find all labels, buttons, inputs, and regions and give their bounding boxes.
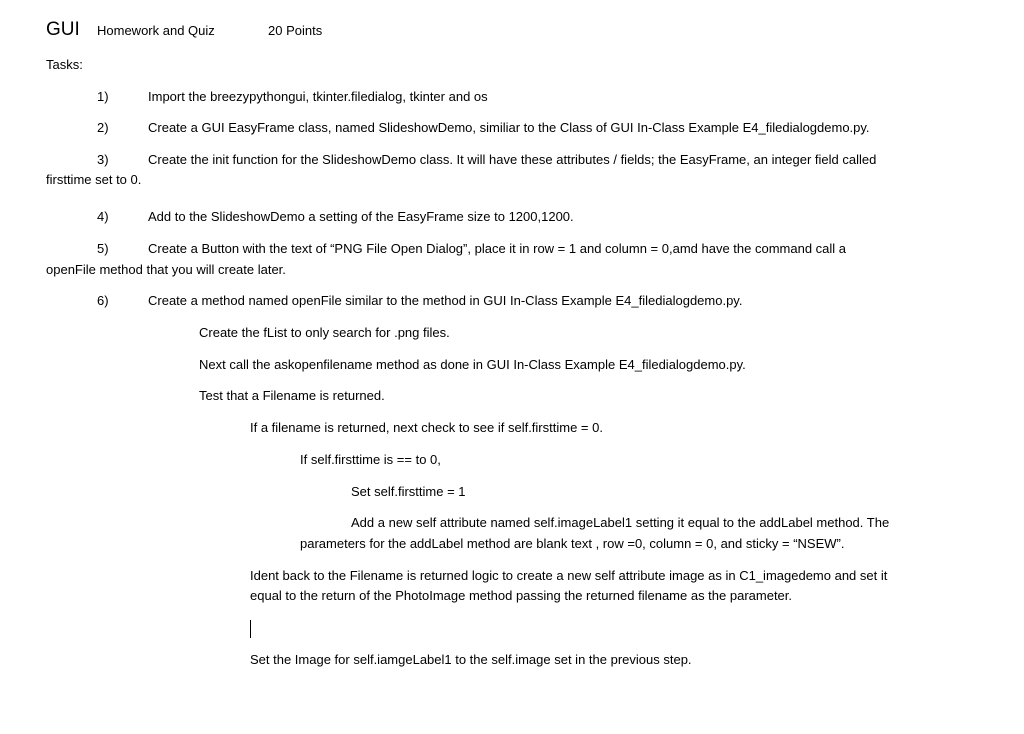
task-6-number: 6) [97, 293, 109, 308]
task-4-number: 4) [97, 209, 109, 224]
document-title: GUI [46, 19, 80, 40]
tasks-label: Tasks: [46, 57, 83, 72]
task-2-number: 2) [97, 120, 109, 135]
subtask-ident-line-1: Ident back to the Filename is returned logic to create a new self attribute image as in C1_imagedemo and set it [250, 568, 888, 583]
document-subtitle: Homework and Quiz [97, 23, 215, 38]
subtask-add-label-line-2: parameters for the addLabel method are blank text , row =0, column = 0, and sticky = “NSEW”. [300, 536, 845, 551]
subtask-add-label-line-1: Add a new self attribute named self.imageLabel1 setting it equal to the addLabel method. The [351, 515, 890, 530]
task-5-continuation: openFile method that you will create later. [46, 262, 286, 277]
subtask-askopen: Next call the askopenfilename method as done in GUI In-Class Example E4_filedialogdemo.py. [199, 357, 746, 372]
text-cursor [250, 620, 251, 638]
subtask-test: Test that a Filename is returned. [199, 388, 385, 403]
subtask-set-image: Set the Image for self.iamgeLabel1 to the self.image set in the previous step. [250, 652, 692, 667]
task-3-text: Create the init function for the SlideshowDemo class. It will have these attributes / fields; the EasyFrame, an integer field called [148, 152, 877, 167]
task-5-text: Create a Button with the text of “PNG File Open Dialog”, place it in row = 1 and column = 0,amd have the command call a [148, 241, 847, 256]
task-2-text: Create a GUI EasyFrame class, named SlideshowDemo, similiar to the Class of GUI In-Class Example E4_filedialogdemo.py. [148, 120, 870, 135]
subtask-if-returned: If a filename is returned, next check to see if self.firsttime = 0. [250, 420, 603, 435]
subtask-set-firsttime: Set self.firsttime = 1 [351, 484, 466, 499]
task-1-text: Import the breezypythongui, tkinter.filedialog, tkinter and os [148, 89, 488, 104]
task-4-text: Add to the SlideshowDemo a setting of the EasyFrame size to 1200,1200. [148, 209, 574, 224]
task-1-number: 1) [97, 89, 109, 104]
task-5-number: 5) [97, 241, 109, 256]
subtask-flist: Create the fList to only search for .png files. [199, 325, 450, 340]
subtask-if-firsttime: If self.firsttime is == to 0, [300, 452, 441, 467]
task-3-continuation: firsttime set to 0. [46, 172, 142, 187]
subtask-ident-line-2: equal to the return of the PhotoImage method passing the returned filename as the parameter. [250, 588, 793, 603]
points-label: 20 Points [268, 23, 323, 38]
task-6-text: Create a method named openFile similar to the method in GUI In-Class Example E4_filedialogdemo.py. [148, 293, 743, 308]
task-3-number: 3) [97, 152, 109, 167]
